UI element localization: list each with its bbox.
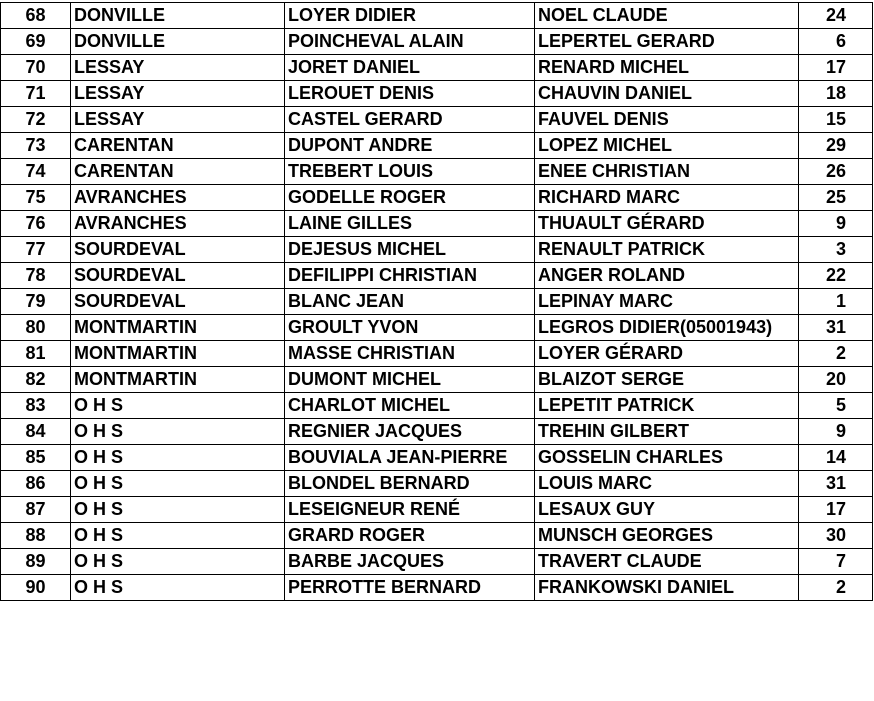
club-name: O H S <box>71 445 285 471</box>
row-number: 71 <box>1 81 71 107</box>
table-row <box>1 575 873 601</box>
player-two: LOYER GÉRARD <box>535 341 799 367</box>
player-two: MUNSCH GEORGES <box>535 523 799 549</box>
club-name: CARENTAN <box>71 159 285 185</box>
player-one: LESEIGNEUR RENÉ <box>285 497 535 523</box>
score-value: 2 <box>799 575 873 601</box>
table-row <box>1 185 873 211</box>
club-name: O H S <box>71 471 285 497</box>
row-number: 75 <box>1 185 71 211</box>
player-two: RENAULT PATRICK <box>535 237 799 263</box>
score-value: 25 <box>799 185 873 211</box>
row-number: 90 <box>1 575 71 601</box>
player-one: BARBE JACQUES <box>285 549 535 575</box>
score-value: 9 <box>799 211 873 237</box>
score-value: 2 <box>799 341 873 367</box>
score-value: 18 <box>799 81 873 107</box>
row-number: 86 <box>1 471 71 497</box>
club-name: O H S <box>71 497 285 523</box>
player-one: DUMONT MICHEL <box>285 367 535 393</box>
player-one: DEJESUS MICHEL <box>285 237 535 263</box>
player-one: MASSE CHRISTIAN <box>285 341 535 367</box>
table-row <box>1 81 873 107</box>
player-two: LESAUX GUY <box>535 497 799 523</box>
player-one: BLONDEL BERNARD <box>285 471 535 497</box>
player-one: JORET DANIEL <box>285 55 535 81</box>
player-one: CASTEL GERARD <box>285 107 535 133</box>
row-number: 79 <box>1 289 71 315</box>
player-two: LEPETIT PATRICK <box>535 393 799 419</box>
player-one: LOYER DIDIER <box>285 3 535 29</box>
score-value: 17 <box>799 55 873 81</box>
score-value: 29 <box>799 133 873 159</box>
player-two: GOSSELIN CHARLES <box>535 445 799 471</box>
score-value: 30 <box>799 523 873 549</box>
row-number: 85 <box>1 445 71 471</box>
club-name: MONTMARTIN <box>71 367 285 393</box>
score-value: 14 <box>799 445 873 471</box>
table-row <box>1 367 873 393</box>
score-value: 15 <box>799 107 873 133</box>
player-two: NOEL CLAUDE <box>535 3 799 29</box>
table-row <box>1 55 873 81</box>
table-row <box>1 393 873 419</box>
player-two: ANGER ROLAND <box>535 263 799 289</box>
player-one: GROULT YVON <box>285 315 535 341</box>
score-value: 3 <box>799 237 873 263</box>
club-name: O H S <box>71 523 285 549</box>
row-number: 83 <box>1 393 71 419</box>
player-two: LEGROS DIDIER(05001943) <box>535 315 799 341</box>
table-row <box>1 289 873 315</box>
table-row <box>1 3 873 29</box>
score-value: 20 <box>799 367 873 393</box>
score-value: 22 <box>799 263 873 289</box>
table-row <box>1 263 873 289</box>
player-one: DUPONT ANDRE <box>285 133 535 159</box>
score-value: 9 <box>799 419 873 445</box>
row-number: 69 <box>1 29 71 55</box>
player-two: LOPEZ MICHEL <box>535 133 799 159</box>
row-number: 70 <box>1 55 71 81</box>
row-number: 72 <box>1 107 71 133</box>
player-one: CHARLOT MICHEL <box>285 393 535 419</box>
player-two: TREHIN GILBERT <box>535 419 799 445</box>
row-number: 87 <box>1 497 71 523</box>
row-number: 76 <box>1 211 71 237</box>
club-name: SOURDEVAL <box>71 289 285 315</box>
score-value: 7 <box>799 549 873 575</box>
player-two: CHAUVIN DANIEL <box>535 81 799 107</box>
score-value: 31 <box>799 471 873 497</box>
row-number: 78 <box>1 263 71 289</box>
club-name: O H S <box>71 549 285 575</box>
row-number: 82 <box>1 367 71 393</box>
player-two: LEPINAY MARC <box>535 289 799 315</box>
club-name: CARENTAN <box>71 133 285 159</box>
player-one: POINCHEVAL ALAIN <box>285 29 535 55</box>
club-name: LESSAY <box>71 81 285 107</box>
club-name: SOURDEVAL <box>71 237 285 263</box>
club-name: LESSAY <box>71 107 285 133</box>
table-row <box>1 523 873 549</box>
club-name: MONTMARTIN <box>71 315 285 341</box>
row-number: 89 <box>1 549 71 575</box>
row-number: 88 <box>1 523 71 549</box>
player-one: REGNIER JACQUES <box>285 419 535 445</box>
score-value: 24 <box>799 3 873 29</box>
player-one: TREBERT LOUIS <box>285 159 535 185</box>
player-two: BLAIZOT SERGE <box>535 367 799 393</box>
club-name: O H S <box>71 575 285 601</box>
player-one: LAINE GILLES <box>285 211 535 237</box>
results-table <box>0 2 873 601</box>
table-row <box>1 133 873 159</box>
table-row <box>1 497 873 523</box>
player-two: LOUIS MARC <box>535 471 799 497</box>
player-two: RENARD MICHEL <box>535 55 799 81</box>
results-table-body <box>1 3 873 601</box>
table-row <box>1 107 873 133</box>
score-value: 26 <box>799 159 873 185</box>
score-value: 1 <box>799 289 873 315</box>
table-row <box>1 549 873 575</box>
row-number: 77 <box>1 237 71 263</box>
table-row <box>1 237 873 263</box>
score-value: 6 <box>799 29 873 55</box>
row-number: 73 <box>1 133 71 159</box>
club-name: DONVILLE <box>71 29 285 55</box>
club-name: AVRANCHES <box>71 185 285 211</box>
table-row <box>1 315 873 341</box>
player-two: FAUVEL DENIS <box>535 107 799 133</box>
player-two: RICHARD MARC <box>535 185 799 211</box>
club-name: DONVILLE <box>71 3 285 29</box>
row-number: 68 <box>1 3 71 29</box>
row-number: 80 <box>1 315 71 341</box>
club-name: AVRANCHES <box>71 211 285 237</box>
player-two: TRAVERT CLAUDE <box>535 549 799 575</box>
club-name: MONTMARTIN <box>71 341 285 367</box>
table-row <box>1 341 873 367</box>
club-name: SOURDEVAL <box>71 263 285 289</box>
table-row <box>1 445 873 471</box>
row-number: 74 <box>1 159 71 185</box>
row-number: 84 <box>1 419 71 445</box>
player-one: DEFILIPPI CHRISTIAN <box>285 263 535 289</box>
player-one: BLANC JEAN <box>285 289 535 315</box>
club-name: O H S <box>71 419 285 445</box>
player-one: GODELLE ROGER <box>285 185 535 211</box>
player-two: ENEE CHRISTIAN <box>535 159 799 185</box>
score-value: 31 <box>799 315 873 341</box>
club-name: LESSAY <box>71 55 285 81</box>
table-row <box>1 29 873 55</box>
score-value: 5 <box>799 393 873 419</box>
table-row <box>1 419 873 445</box>
table-row <box>1 159 873 185</box>
row-number: 81 <box>1 341 71 367</box>
table-row <box>1 471 873 497</box>
player-one: BOUVIALA JEAN-PIERRE <box>285 445 535 471</box>
table-row <box>1 211 873 237</box>
player-one: LEROUET DENIS <box>285 81 535 107</box>
player-two: FRANKOWSKI DANIEL <box>535 575 799 601</box>
player-one: GRARD ROGER <box>285 523 535 549</box>
club-name: O H S <box>71 393 285 419</box>
player-two: LEPERTEL GERARD <box>535 29 799 55</box>
player-one: PERROTTE BERNARD <box>285 575 535 601</box>
score-value: 17 <box>799 497 873 523</box>
player-two: THUAULT GÉRARD <box>535 211 799 237</box>
